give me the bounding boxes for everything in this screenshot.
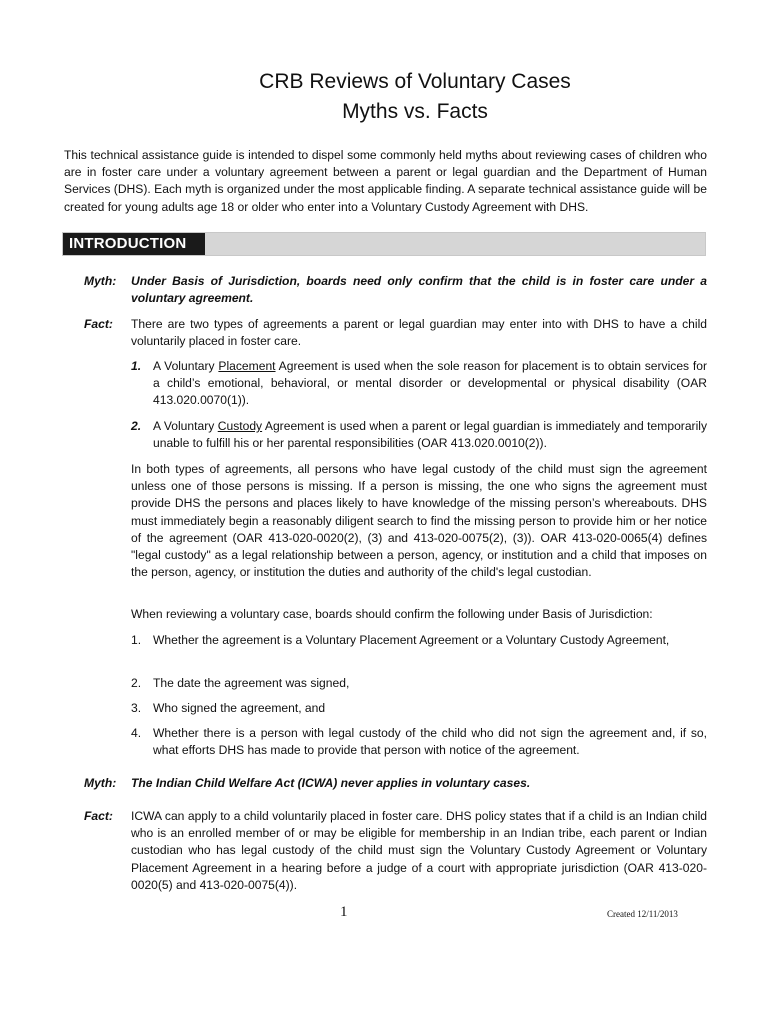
agreement-item: 2. A Voluntary Custody Agreement is used when a parent or legal guardian is immediately and temporarily unable to fulfill his or her parental responsibilities (OAR 413.020.0010(2)). bbox=[131, 419, 707, 451]
section-title: INTRODUCTION bbox=[63, 233, 205, 255]
myth-text: The Indian Child Welfare Act (ICWA) never applies in voluntary cases. bbox=[131, 776, 531, 790]
checklist-item: 1. Whether the agreement is a Voluntary Placement Agreement or a Voluntary Custody Agreement, bbox=[131, 633, 670, 647]
agreement-item: 1. A Voluntary Placement Agreement is used when the sole reason for placement is to obtain services for a child’s emotional, behavioral, or mental disorder or developmental or physical disability (OAR 413.020.0070(1)). bbox=[131, 359, 707, 408]
agreement-type-placement: Placement bbox=[218, 359, 276, 373]
fact-text: There are two types of agreements a parent or legal guardian may enter into with DHS to have a child voluntarily placed in foster care. bbox=[131, 317, 707, 349]
agreement-type-custody: Custody bbox=[217, 419, 263, 433]
checklist-item: 3. Who signed the agreement, and bbox=[131, 701, 326, 715]
checklist-item: 4. Whether there is a person with legal custody of the child who did not sign the agreement and, if so, what efforts DHS has made to provide that person with notice of the agreement. bbox=[131, 726, 707, 758]
page-subtitle: Myths vs. Facts bbox=[342, 100, 488, 123]
review-instructions: When reviewing a voluntary case, boards should confirm the following under Basis of Jurisdiction: bbox=[131, 607, 653, 621]
fact-label: Fact: bbox=[84, 317, 113, 331]
page-number: 1 bbox=[340, 904, 348, 920]
agreement-number: 2. bbox=[131, 419, 142, 433]
page-title: CRB Reviews of Voluntary Cases bbox=[259, 70, 571, 93]
checklist-item: 2. The date the agreement was signed, bbox=[131, 676, 350, 690]
myth-label: Myth: bbox=[84, 776, 117, 790]
myth-label: Myth: bbox=[84, 274, 117, 288]
created-date: Created 12/11/2013 bbox=[607, 909, 678, 919]
agreement-number: 1. bbox=[131, 359, 142, 373]
myth-text: Under Basis of Jurisdiction, boards need only confirm that the child is in foster care under a voluntary agreement. bbox=[131, 274, 707, 306]
fact-label: Fact: bbox=[84, 809, 113, 823]
section-header-bar bbox=[62, 232, 706, 256]
intro-paragraph: This technical assistance guide is intended to dispel some commonly held myths about reviewing cases of children who are in foster care under a voluntary agreement between a parent or legal guardian and the Department of Human Services (DHS). Each myth is organized under the most applicable finding. A separate technical assistance guide will be created for young adults age 18 or older who enter into a Voluntary Custody Agreement with DHS. bbox=[64, 148, 707, 214]
fact-text: ICWA can apply to a child voluntarily placed in foster care. DHS policy states that if a child is an Indian child who is an enrolled member of or may be eligible for membership in an Indian tribe, each parent or Indian custodian who has legal custody of the child must sign the Voluntary Custody Agreement or Voluntary Placement Agreement in a hearing before a judge of a court with appropriate jurisdiction (OAR 413-020-0020(5) and 413-020-0075(4)). bbox=[131, 809, 707, 892]
legal-custody-paragraph: In both types of agreements, all persons who have legal custody of the child must sign the agreement unless one of those persons is missing. If a person is missing, the one who signs the agreement must provide DHS the persons and places likely to have knowledge of the missing person’s whereabouts. DHS must immediately begin a reasonably diligent search to find the missing person to provide him or her notice of the agreement (OAR 413-020-0020(2), (3) and 413-020-0075(2), (3)). OAR 413-020-0065(4) defines "legal custody" as a legal relationship between a person, agency, or institution and a child that imposes on the person, agency, or institution the duties and authority of the child's legal custodian. bbox=[131, 462, 707, 580]
